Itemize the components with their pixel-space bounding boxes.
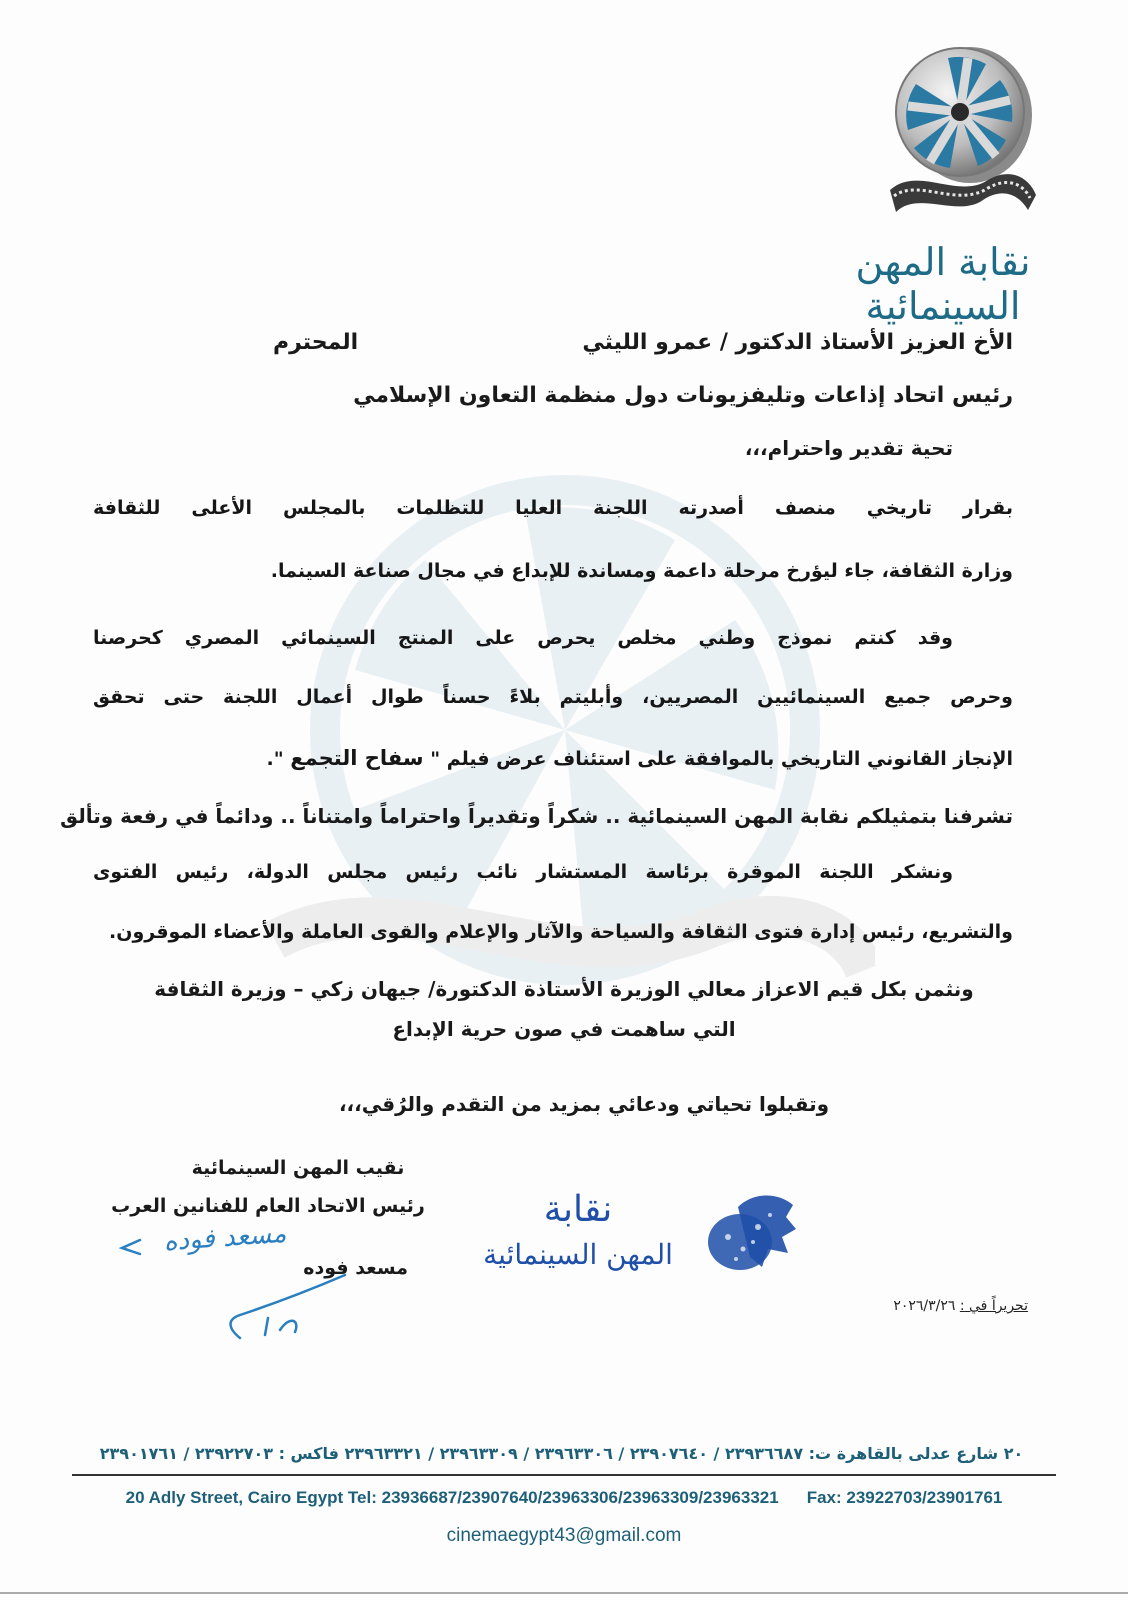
paragraph-2-line-3-suffix: ". bbox=[266, 748, 284, 770]
paragraph-3-line-1: ونشكر اللجنة الموقرة برئاسة المستشار نائب رئيس مجلس الدولة، رئيس الفتوى bbox=[93, 861, 953, 883]
paragraph-1-line-2: وزارة الثقافة، جاء ليؤرخ مرحلة داعمة ومساندة للإبداع في مجال صناعة السينما. bbox=[270, 560, 1013, 582]
addressee-honorific: المحترم bbox=[273, 330, 359, 355]
date-label: تحريراً في : bbox=[959, 1298, 1028, 1314]
salutation-line bbox=[273, 330, 1013, 355]
official-stamp bbox=[478, 1185, 798, 1305]
paragraph-1-line-1: بقرار تاريخي منصف أصدرته اللجنة العليا للتظلمات بالمجلس الأعلى للثقافة bbox=[93, 497, 1013, 519]
highlight-line: تشرفنا بتمثيلكم نقابة المهن السينمائية .. شكراً وتقديراً واحتراماً وامتناناً .. ودائماً في رفعة وتألق bbox=[60, 804, 1013, 828]
addressee-title: رئيس اتحاد إذاعات وتليفزيونات دول منظمة التعاون الإسلامي bbox=[353, 383, 1013, 408]
footer-english-contact bbox=[0, 1488, 1128, 1508]
signatory-title-1: نقيب المهن السينمائية bbox=[191, 1157, 405, 1179]
date-value: ٢٠٢٦/٣/٢٦ bbox=[893, 1298, 956, 1314]
org-name-calligraphy: نقابة المهن السينمائية bbox=[855, 240, 1031, 328]
handwritten-signature: مسعد فوده bbox=[162, 1218, 288, 1258]
paragraph-3-line-2: والتشريع، رئيس إدارة فتوى الثقافة والسياحة والآثار والإعلام والقوى العاملة والأعضاء الموقرون. bbox=[109, 921, 1013, 943]
stamp-line-2: المهن السينمائية bbox=[483, 1238, 673, 1271]
paragraph-2-line-1: وقد كنتم نموذج وطني مخلص يحرص على المنتج السينمائي المصري كحرصنا bbox=[93, 627, 953, 649]
date-line bbox=[893, 1298, 1028, 1314]
paragraph-2-line-3-prefix: الإنجاز القانوني التاريخي بالموافقة على استئناف عرض فيلم " bbox=[430, 748, 1013, 770]
letterhead-logo bbox=[798, 40, 1088, 328]
paragraph-2-line-2: وحرص جميع السينمائيين المصريين، وأبليتم بلاءً حسناً طوال أعمال اللجنة حتى تحقق bbox=[93, 686, 1013, 708]
stamp-line-1: نقابة bbox=[543, 1189, 613, 1230]
signatory-title-2: رئيس الاتحاد العام للفنانين العرب bbox=[111, 1195, 425, 1217]
stamp-text bbox=[468, 1185, 688, 1275]
page-bottom-rule bbox=[0, 1592, 1128, 1594]
greeting: تحية تقدير واحترام،،، bbox=[744, 436, 953, 460]
stamp-emblem-icon bbox=[698, 1187, 798, 1277]
addressee-salutation: الأخ العزيز الأستاذ الدكتور / عمرو الليثي bbox=[582, 330, 1013, 355]
footer-address-tel: 20 Adly Street, Cairo Egypt Tel: 23936687/23907640/23963306/23963309/23963321 bbox=[125, 1488, 779, 1507]
footer-fax: Fax: 23922703/23901761 bbox=[806, 1488, 1003, 1507]
paragraph-4-line-2: التي ساهمت في صون حرية الإبداع bbox=[392, 1017, 736, 1041]
footer-divider bbox=[72, 1474, 1056, 1476]
footer-email[interactable]: cinemaegypt43@gmail.com bbox=[446, 1525, 682, 1546]
film-title: سفاح التجمع bbox=[290, 746, 424, 770]
film-reel-icon bbox=[888, 40, 1038, 220]
paragraph-2-line-3 bbox=[267, 746, 1014, 770]
closing-line: وتقبلوا تحياتي ودعائي بمزيد من التقدم والرُقي،،، bbox=[338, 1092, 830, 1116]
paragraph-4-line-1: ونثمن بكل قيم الاعزاز معالي الوزيرة الأستاذة الدكتورة/ جيهان زكي – وزيرة الثقافة bbox=[154, 977, 974, 1001]
signatory-name: مسعد فوده bbox=[303, 1257, 408, 1279]
footer-arabic-contact: ٢٠ شارع عدلى بالقاهرة ت: ٢٣٩٣٦٦٨٧ / ٢٣٩٠٧٦٤٠ / ٢٣٩٦٣٣٠٦ / ٢٣٩٦٣٣٠٩ / ٢٣٩٦٣٣٢١ فاكس : ٢٣٩٢٢٧٠٣ / ٢٣٩٠١٧٦١ bbox=[99, 1444, 1024, 1463]
